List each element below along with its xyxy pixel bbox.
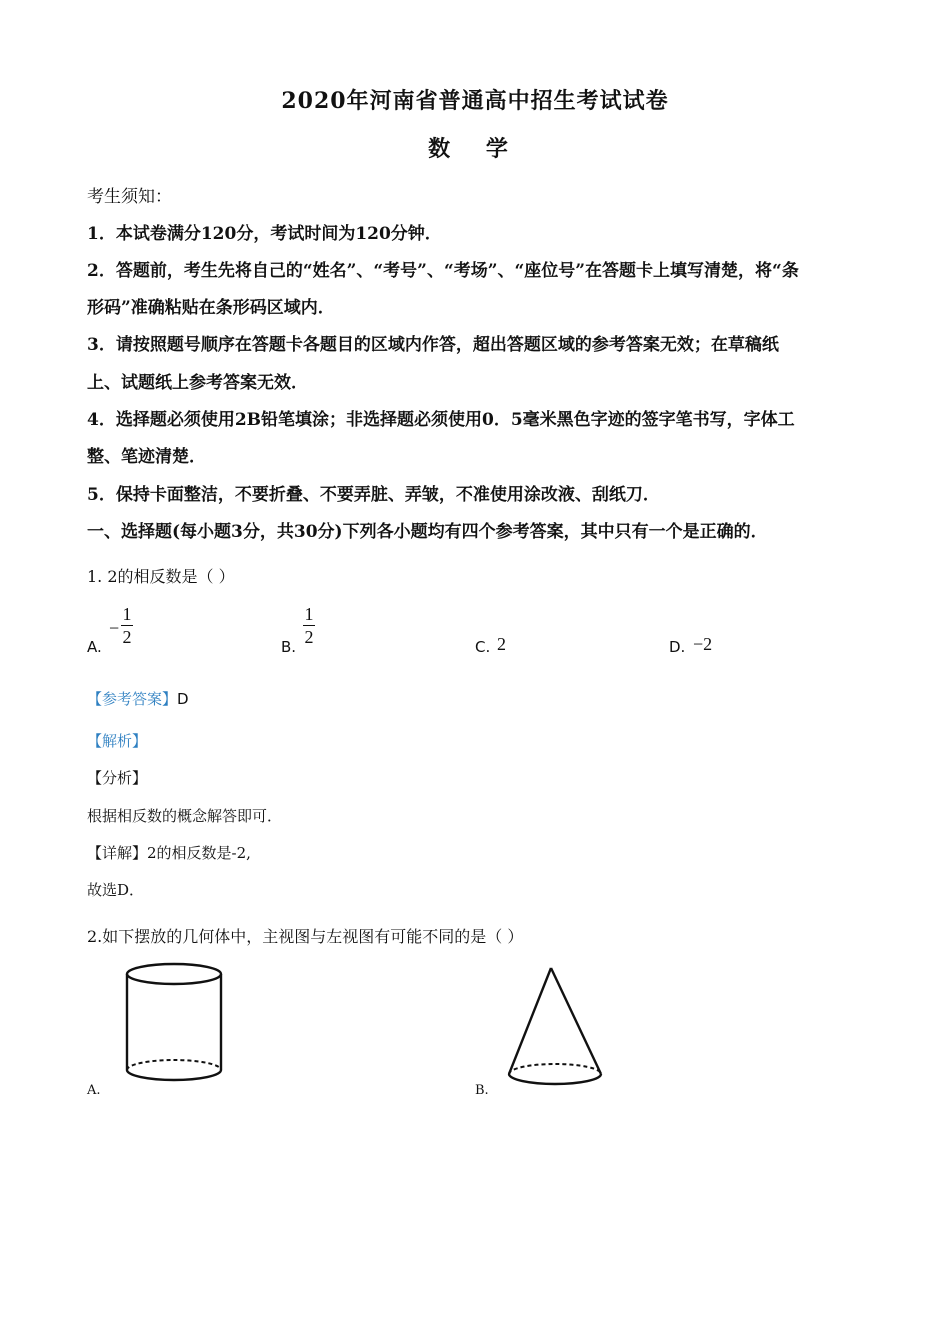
option-c-value: 2 [497, 634, 506, 654]
detail-label: 【详解】 [87, 844, 148, 862]
figure-a-label: A. [87, 1083, 101, 1098]
fraction-denominator: 2 [304, 627, 314, 647]
question-1-stem: 1. 2的相反数是（ ） [87, 567, 235, 586]
notice-heading: 考生须知： [87, 187, 172, 207]
conclusion-text: 故选D． [87, 881, 145, 899]
fenxi-label: 【分析】 [87, 769, 148, 787]
option-letter: A. [87, 638, 102, 656]
analysis-label: 【解析】 [87, 732, 148, 750]
cone-figure [505, 964, 605, 1090]
exam-title: 2020年河南省普通高中招生考试试卷 [281, 88, 669, 114]
fraction-numerator: 1 [122, 604, 132, 624]
fraction-bar [303, 625, 315, 626]
figure-b-label: B. [475, 1083, 489, 1098]
option-letter: D. [669, 638, 686, 656]
option-d-value: −2 [693, 634, 713, 654]
option-a-sign: − [109, 618, 120, 638]
detail-text: 2的相反数是-2, [147, 844, 251, 862]
exam-subject: 数 学 [428, 136, 522, 162]
question-2-stem: 2.如下摆放的几何体中，主视图与左视图有可能不同的是（ ） [87, 927, 524, 946]
notice-item: 5．保持卡面整洁，不要折叠、不要弄脏、弄皱，不准使用涂改液、刮纸刀． [87, 485, 660, 505]
option-c [475, 604, 635, 664]
notice-item: 整、笔迹清楚． [87, 447, 206, 467]
notice-item: 2．答题前，考生先将自己的“姓名”、“考号”、“考场”、“座位号”在答题卡上填写清楚，将“条 [87, 261, 799, 281]
option-b-fraction [303, 604, 315, 647]
option-a-fraction [121, 604, 133, 647]
fraction-bar [121, 625, 133, 626]
fenxi-text: 根据相反数的概念解答即可． [87, 807, 283, 825]
option-a [87, 604, 247, 664]
notice-item: 3．请按照题号顺序在答题卡各题目的区域内作答，超出答题区域的参考答案无效；在草稿纸 [87, 335, 779, 355]
option-letter: B. [281, 638, 297, 656]
notice-item: 1．本试卷满分120分，考试时间为120分钟． [87, 224, 442, 244]
fraction-numerator: 1 [304, 604, 314, 624]
section-heading: 一、选择题(每小题3分，共30分)下列各小题均有四个参考答案，其中只有一个是正确的． [87, 522, 768, 542]
answer-line [87, 688, 189, 709]
notice-item: 4．选择题必须使用2B铅笔填涂；非选择题必须使用0．5毫米黑色字迹的签字笔书写，字体工 [87, 410, 795, 430]
option-letter: C. [475, 638, 491, 656]
answer-value: D [177, 690, 189, 708]
notice-item: 形码”准确粘贴在条形码区域内． [87, 298, 335, 318]
cylinder-figure [118, 960, 230, 1088]
notice-item: 上、试题纸上参考答案无效． [87, 373, 308, 393]
fraction-denominator: 2 [122, 627, 132, 647]
option-b [281, 604, 441, 664]
option-d [669, 604, 829, 664]
detail-line [87, 842, 251, 863]
answer-label: 【参考答案】 [87, 690, 178, 708]
